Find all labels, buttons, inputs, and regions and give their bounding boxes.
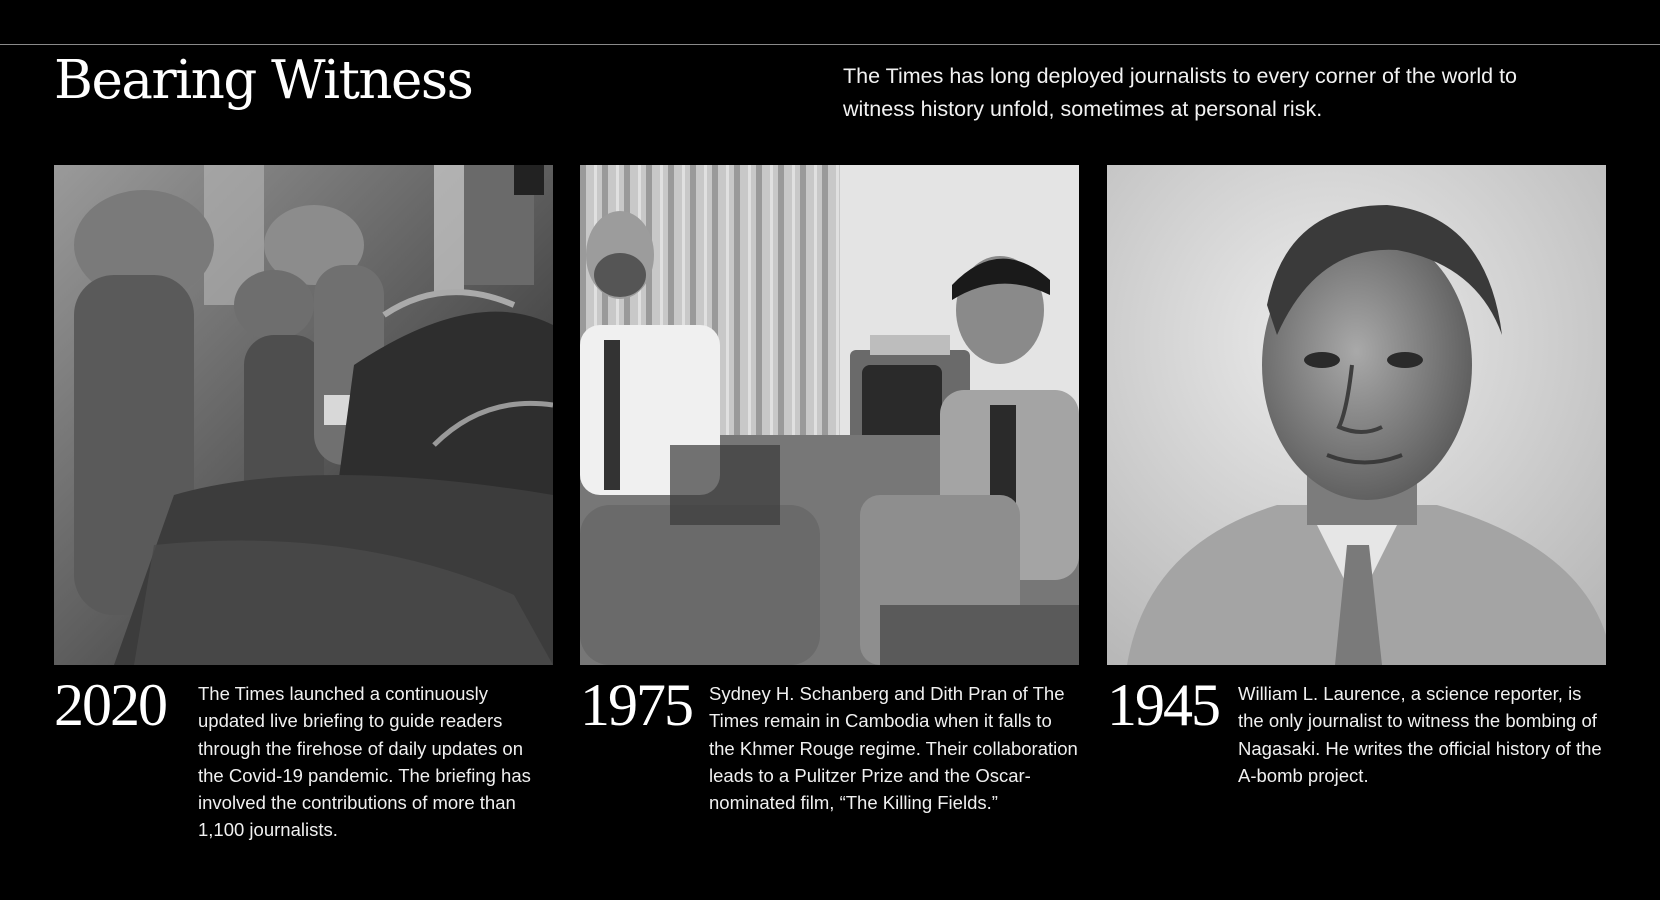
card-caption: The Times launched a continuously updated live briefing to guide readers through the firehose of daily updates on the Covid-19 pandemic. The briefing has involved the contributions of more than 1,100 journalists. [198,683,531,841]
section-title: Bearing Witness [54,50,473,111]
year-label: 1945 [1107,672,1219,738]
year-label: 1975 [580,672,692,738]
section-intro: The Times has long deployed journalists to every corner of the world to witness history unfold, sometimes at personal risk. [843,64,1518,121]
top-divider [0,44,1660,45]
timeline-card-1975 [580,165,1079,865]
year-label: 2020 [54,672,166,738]
photo-schanberg-and-pran [580,165,1079,665]
card-caption: Sydney H. Schanberg and Dith Pran of The Times remain in Cambodia when it falls to the Khmer Rouge regime. Their collaboration leads to a Pulitzer Prize and the Oscar-nominated film, “The Killing Fields.” [709,683,1078,814]
timeline-card-2020 [54,165,553,865]
card-caption: William L. Laurence, a science reporter, is the only journalist to witness the bombing of Nagasaki. He writes the official history of the A-bomb project. [1238,683,1602,786]
photo-william-laurence-portrait [1107,165,1606,665]
photo-covid-medical-team [54,165,553,665]
timeline-card-1945 [1107,165,1606,865]
